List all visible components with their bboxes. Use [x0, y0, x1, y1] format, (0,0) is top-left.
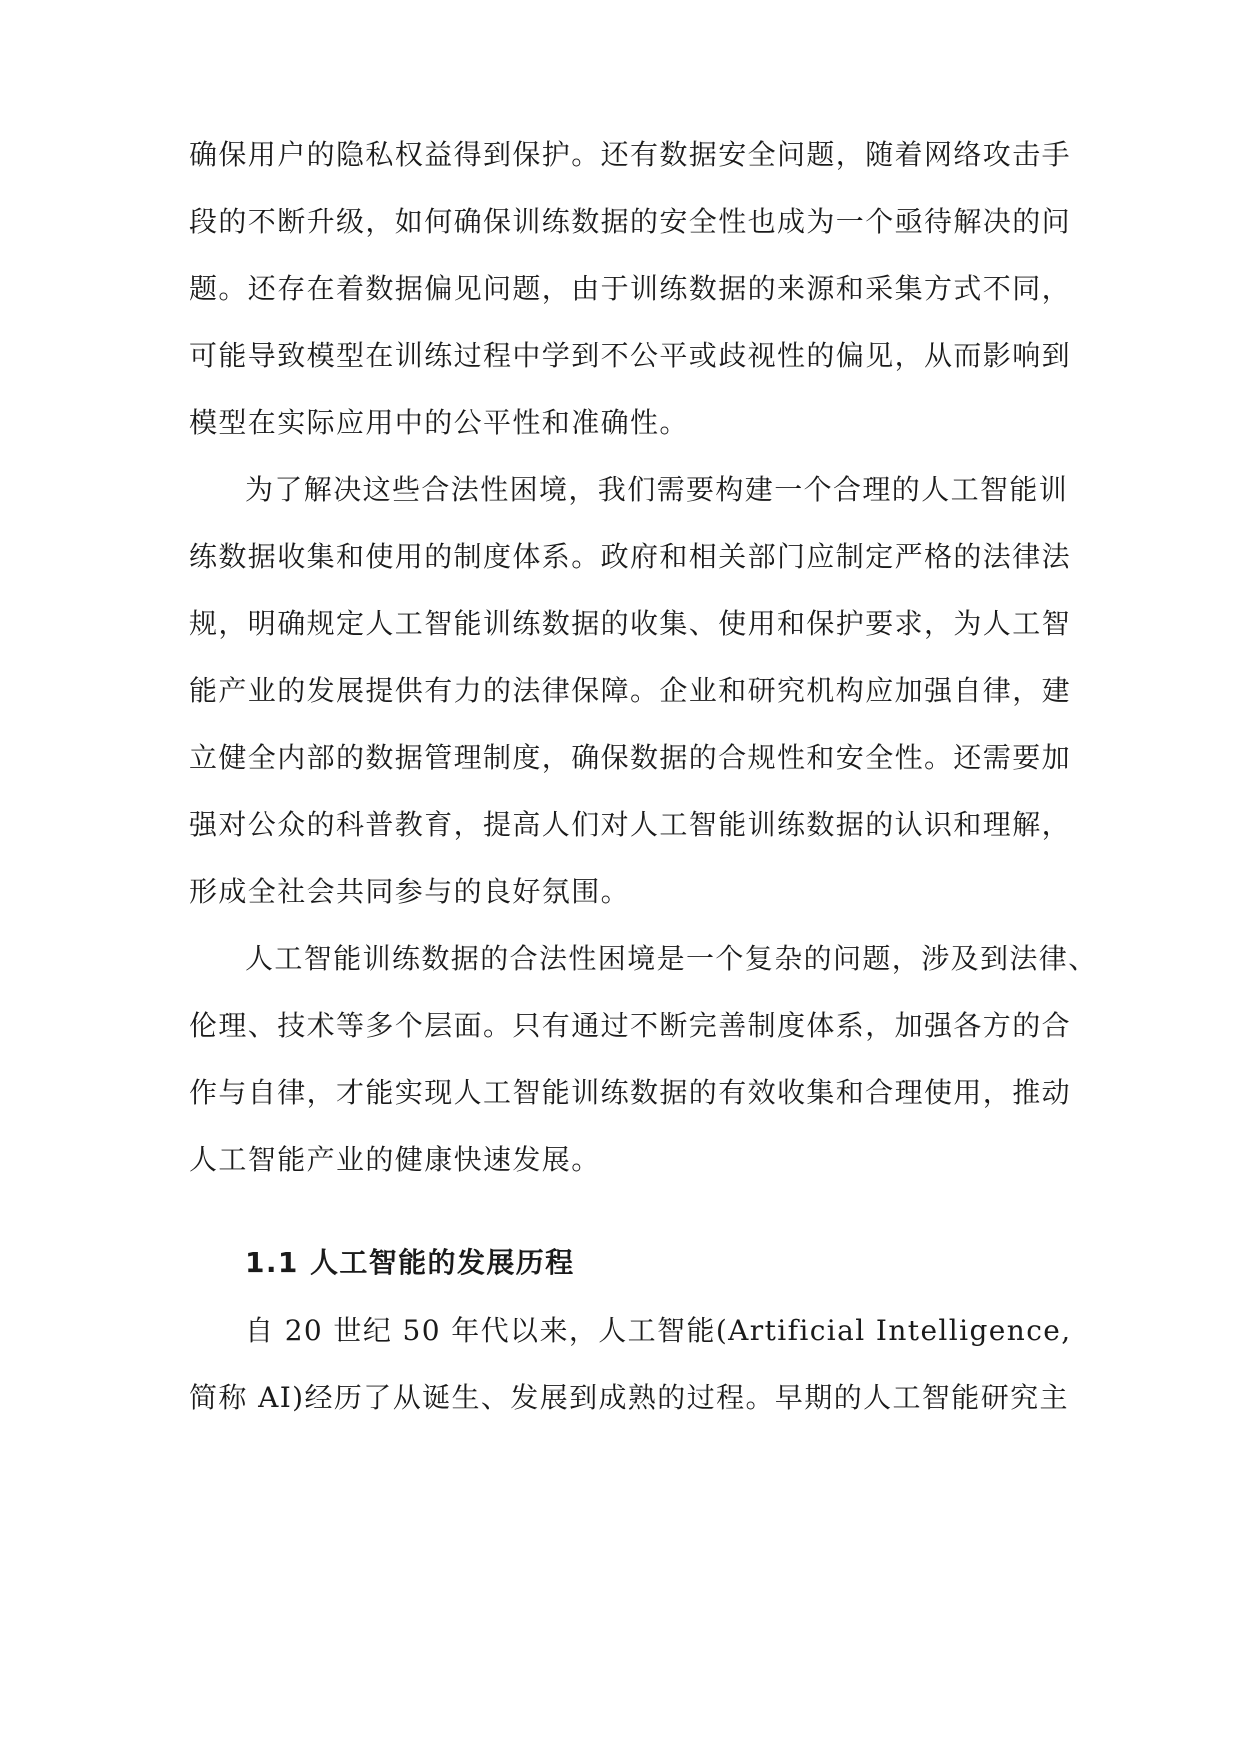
- text-line: 可能导致模型在训练过程中学到不公平或歧视性的偏见，从而影响到: [189, 339, 1072, 372]
- text-line: 人工智能产业的健康快速发展。: [189, 1143, 601, 1176]
- text-line: 形成全社会共同参与的良好氛围。: [189, 875, 631, 908]
- text-line: 自 20 世纪 50 年代以来，人工智能(Artificial Intelligence,: [245, 1314, 1072, 1347]
- text-line: 简称 AI)经历了从诞生、发展到成熟的过程。早期的人工智能研究主: [189, 1381, 1069, 1414]
- text-line: 规，明确规定人工智能训练数据的收集、使用和保护要求，为人工智: [189, 607, 1072, 640]
- section-heading: 1.1 人工智能的发展历程: [245, 1246, 575, 1279]
- text-line: 伦理、技术等多个层面。只有通过不断完善制度体系，加强各方的合: [189, 1009, 1072, 1042]
- text-line: 模型在实际应用中的公平性和准确性。: [189, 406, 689, 439]
- text-line: 为了解决这些合法性困境，我们需要构建一个合理的人工智能训: [245, 473, 1069, 506]
- text-line: 能产业的发展提供有力的法律保障。企业和研究机构应加强自律，建: [189, 674, 1072, 707]
- text-line: 题。还存在着数据偏见问题，由于训练数据的来源和采集方式不同，: [189, 272, 1072, 305]
- text-line: 练数据收集和使用的制度体系。政府和相关部门应制定严格的法律法: [189, 540, 1072, 573]
- text-line: 立健全内部的数据管理制度，确保数据的合规性和安全性。还需要加: [189, 741, 1072, 774]
- text-line: 段的不断升级，如何确保训练数据的安全性也成为一个亟待解决的问: [189, 205, 1072, 238]
- text-line: 强对公众的科普教育，提高人们对人工智能训练数据的认识和理解，: [189, 808, 1072, 841]
- text-line: 确保用户的隐私权益得到保护。还有数据安全问题，随着网络攻击手: [189, 138, 1072, 171]
- text-line: 作与自律，才能实现人工智能训练数据的有效收集和合理使用，推动: [189, 1076, 1072, 1109]
- text-line: 人工智能训练数据的合法性困境是一个复杂的问题，涉及到法律、: [245, 942, 1098, 975]
